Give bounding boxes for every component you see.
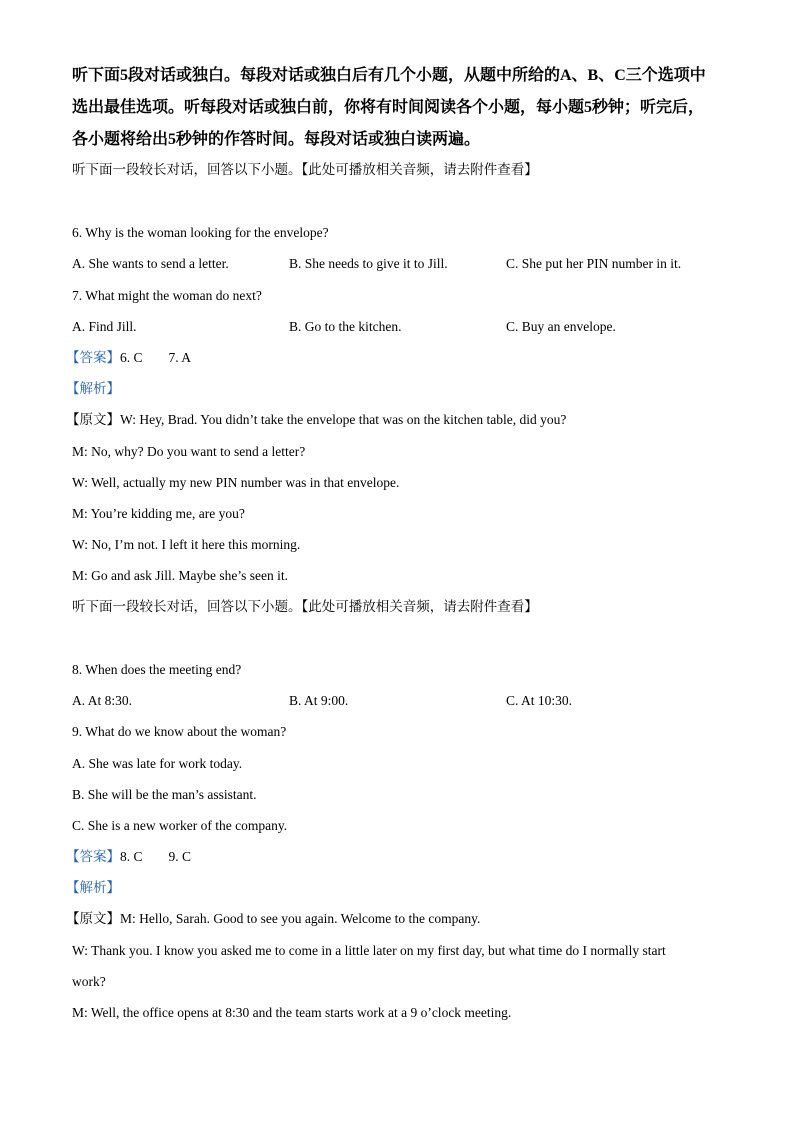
question-7-option-a: A. Find Jill.	[72, 319, 137, 334]
instruction-line-1: 听下面5段对话或独白。每段对话或独白后有几个小题，从题中所给的A、B、C三个选项中	[72, 67, 706, 84]
question-9-stem: 9. What do we know about the woman?	[72, 724, 287, 739]
question-6-option-c: C. She put her PIN number in it.	[506, 256, 682, 271]
instruction-line-2: 选出最佳选项。听每段对话或独白前，你将有时间阅读各个小题，每小题5秒钟；听完后，	[72, 99, 705, 116]
answer-7: 7. A	[168, 350, 192, 365]
question-6-option-b: B. She needs to give it to Jill.	[289, 256, 448, 271]
answer-6: 6. C	[120, 350, 143, 365]
section1-analysis-label: 【解析】	[66, 381, 120, 396]
script-text: M: Hello, Sarah. Good to see you again. Welcome to the company.	[120, 911, 481, 926]
script-text: W: Hey, Brad. You didn’t take the envelope that was on the kitchen table, did you?	[120, 412, 567, 427]
question-7-stem: 7. What might the woman do next?	[72, 288, 262, 303]
original-label: 【原文】	[66, 412, 120, 427]
section2-intro: 听下面一段较长对话，回答以下小题。【此处可播放相关音频，请去附件查看】	[72, 599, 538, 614]
section1-answer-line	[66, 349, 191, 367]
instruction-line-3: 各小题将给出5秒钟的作答时间。每段对话或独白读两遍。	[72, 131, 481, 148]
section1-script-line-3: W: Well, actually my new PIN number was in that envelope.	[72, 475, 400, 490]
section1-intro: 听下面一段较长对话，回答以下小题。【此处可播放相关音频，请去附件查看】	[72, 162, 538, 177]
answer-label: 【答案】	[66, 849, 120, 864]
section1-script-line-4: M: You’re kidding me, are you?	[72, 506, 245, 521]
section2-script-line-2: W: Thank you. I know you asked me to come in a little later on my first day, but what time do I normally start	[72, 943, 666, 958]
question-8-option-a: A. At 8:30.	[72, 693, 133, 708]
question-9-option-a: A. She was late for work today.	[72, 756, 243, 771]
answer-8: 8. C	[120, 849, 143, 864]
section1-script-line-1	[66, 411, 566, 429]
question-7-option-c: C. Buy an envelope.	[506, 319, 616, 334]
original-label: 【原文】	[66, 911, 120, 926]
section2-script-line-3: work?	[72, 974, 106, 989]
section1-script-line-5: W: No, I’m not. I left it here this morning.	[72, 537, 301, 552]
question-9-option-b: B. She will be the man’s assistant.	[72, 787, 257, 802]
question-8-option-c: C. At 10:30.	[506, 693, 573, 708]
question-8-option-b: B. At 9:00.	[289, 693, 349, 708]
question-7-option-b: B. Go to the kitchen.	[289, 319, 402, 334]
section1-script-line-2: M: No, why? Do you want to send a letter?	[72, 444, 306, 459]
question-9-option-c: C. She is a new worker of the company.	[72, 818, 288, 833]
question-6-stem: 6. Why is the woman looking for the envelope?	[72, 225, 329, 240]
section2-script-line-1	[66, 910, 480, 928]
section2-answer-line	[66, 848, 191, 866]
answer-9: 9. C	[168, 849, 192, 864]
question-8-stem: 8. When does the meeting end?	[72, 662, 242, 677]
section2-script-line-4: M: Well, the office opens at 8:30 and the team starts work at a 9 o’clock meeting.	[72, 1005, 512, 1020]
question-6-option-a: A. She wants to send a letter.	[72, 256, 229, 271]
answer-label: 【答案】	[66, 350, 120, 365]
section1-script-line-6: M: Go and ask Jill. Maybe she’s seen it.	[72, 568, 288, 583]
section2-analysis-label: 【解析】	[66, 880, 120, 895]
